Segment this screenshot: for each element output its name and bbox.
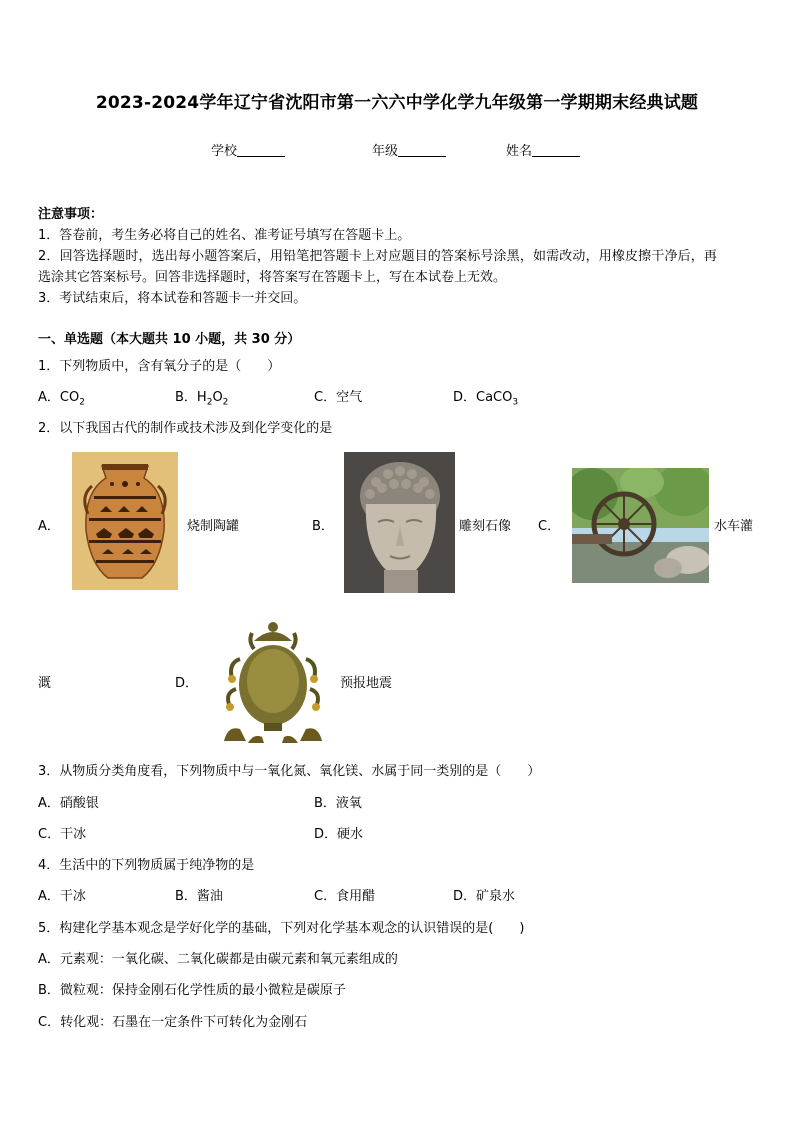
question-4-stem: 4．生活中的下列物质属于纯净物的是 — [38, 858, 255, 873]
grade-label: 年级 — [372, 144, 399, 159]
school-field[interactable] — [211, 140, 285, 159]
formula-sub: 3 — [512, 397, 519, 408]
q4-option-d[interactable]: D．矿泉水 — [453, 889, 516, 904]
formula-main: O — [212, 390, 223, 405]
question-3-stem: 3．从物质分类角度看，下列物质中与一氧化氮、氧化镁、水属于同一类别的是（ ） — [38, 764, 541, 779]
q2-option-a-text: 烧制陶罐 — [187, 519, 240, 534]
name-field[interactable] — [506, 140, 580, 159]
q5-option-c[interactable]: C．转化观：石墨在一定条件下可转化为金刚石 — [38, 1015, 308, 1030]
q2-option-a-label[interactable]: A． — [38, 519, 60, 534]
notice-item: 3．考试结束后，将本试卷和答题卡一并交回。 — [38, 291, 307, 306]
school-label: 学校 — [211, 144, 238, 159]
q2-option-c-text-cont: 溉 — [38, 676, 52, 691]
q1-option-c[interactable]: C．空气 — [314, 390, 363, 405]
q1-option-a[interactable] — [38, 386, 85, 408]
formula-main: CaCO — [476, 390, 513, 405]
school-blank[interactable] — [237, 144, 285, 157]
pottery-jar-image — [72, 452, 178, 590]
q2-option-b-label[interactable]: B． — [312, 519, 334, 534]
q4-option-c[interactable]: C．食用醋 — [314, 889, 376, 904]
formula-sub: 2 — [206, 397, 213, 408]
grade-field[interactable] — [372, 140, 446, 159]
name-label: 姓名 — [506, 144, 533, 159]
notice-item: 1．答卷前，考生务必将自己的姓名、准考证号填写在答题卡上。 — [38, 228, 411, 243]
grade-blank[interactable] — [398, 144, 446, 157]
q2-option-c-label[interactable]: C． — [538, 519, 561, 534]
question-2-stem: 2．以下我国古代的制作或技术涉及到化学变化的是 — [38, 421, 333, 436]
q3-option-d[interactable]: D．硬水 — [314, 827, 364, 842]
question-5-stem: 5．构建化学基本观念是学好化学的基础，下列对化学基本观念的认识错误的是( ) — [38, 921, 525, 936]
waterwheel-image — [572, 468, 709, 583]
buddha-statue-image — [344, 452, 455, 593]
notice-item: 2．回答选择题时，选出每小题答案后，用铅笔把答题卡上对应题目的答案标号涂黑，如需改动，用橡皮擦干净后，再 — [38, 249, 718, 264]
q4-option-a[interactable]: A．干冰 — [38, 889, 86, 904]
formula-main: H — [196, 390, 207, 405]
notice-heading: 注意事项： — [38, 207, 104, 222]
q2-option-c-text: 水车灌 — [714, 519, 754, 534]
formula-sub: 2 — [222, 397, 229, 408]
option-label: A． — [38, 390, 60, 405]
option-label: D． — [453, 390, 477, 405]
name-blank[interactable] — [532, 144, 580, 157]
formula-sub: 2 — [79, 397, 85, 408]
q4-option-b[interactable]: B．酱油 — [175, 889, 223, 904]
notice-item: 选涂其它答案标号。回答非选择题时，将答案写在答题卡上，写在本试卷上无效。 — [38, 270, 507, 285]
page-title: 2023-2024学年辽宁省沈阳市第一六六中学化学九年级第一学期期末经典试题 — [95, 93, 699, 113]
q2-option-d-text: 预报地震 — [340, 676, 393, 691]
question-1-stem: 1．下列物质中，含有氧分子的是（ ） — [38, 359, 281, 374]
q5-option-a[interactable]: A．元素观：一氧化碳、二氧化碳都是由碳元素和氧元素组成的 — [38, 952, 398, 967]
section-heading: 一、单选题（本大题共 10 小题，共 30 分） — [38, 332, 301, 347]
q3-option-c[interactable]: C．干冰 — [38, 827, 87, 842]
formula-main: CO — [59, 390, 80, 405]
q2-option-d-label[interactable]: D． — [175, 676, 199, 691]
q2-option-b-text: 雕刻石像 — [459, 519, 512, 534]
q1-option-d[interactable] — [453, 386, 518, 408]
option-label: B． — [175, 390, 197, 405]
q3-option-b[interactable]: B．液氧 — [314, 796, 362, 811]
q5-option-b[interactable]: B．微粒观：保持金刚石化学性质的最小微粒是碳原子 — [38, 983, 346, 998]
q3-option-a[interactable]: A．硝酸银 — [38, 796, 99, 811]
seismograph-image — [214, 615, 332, 746]
q1-option-b[interactable] — [175, 386, 228, 408]
